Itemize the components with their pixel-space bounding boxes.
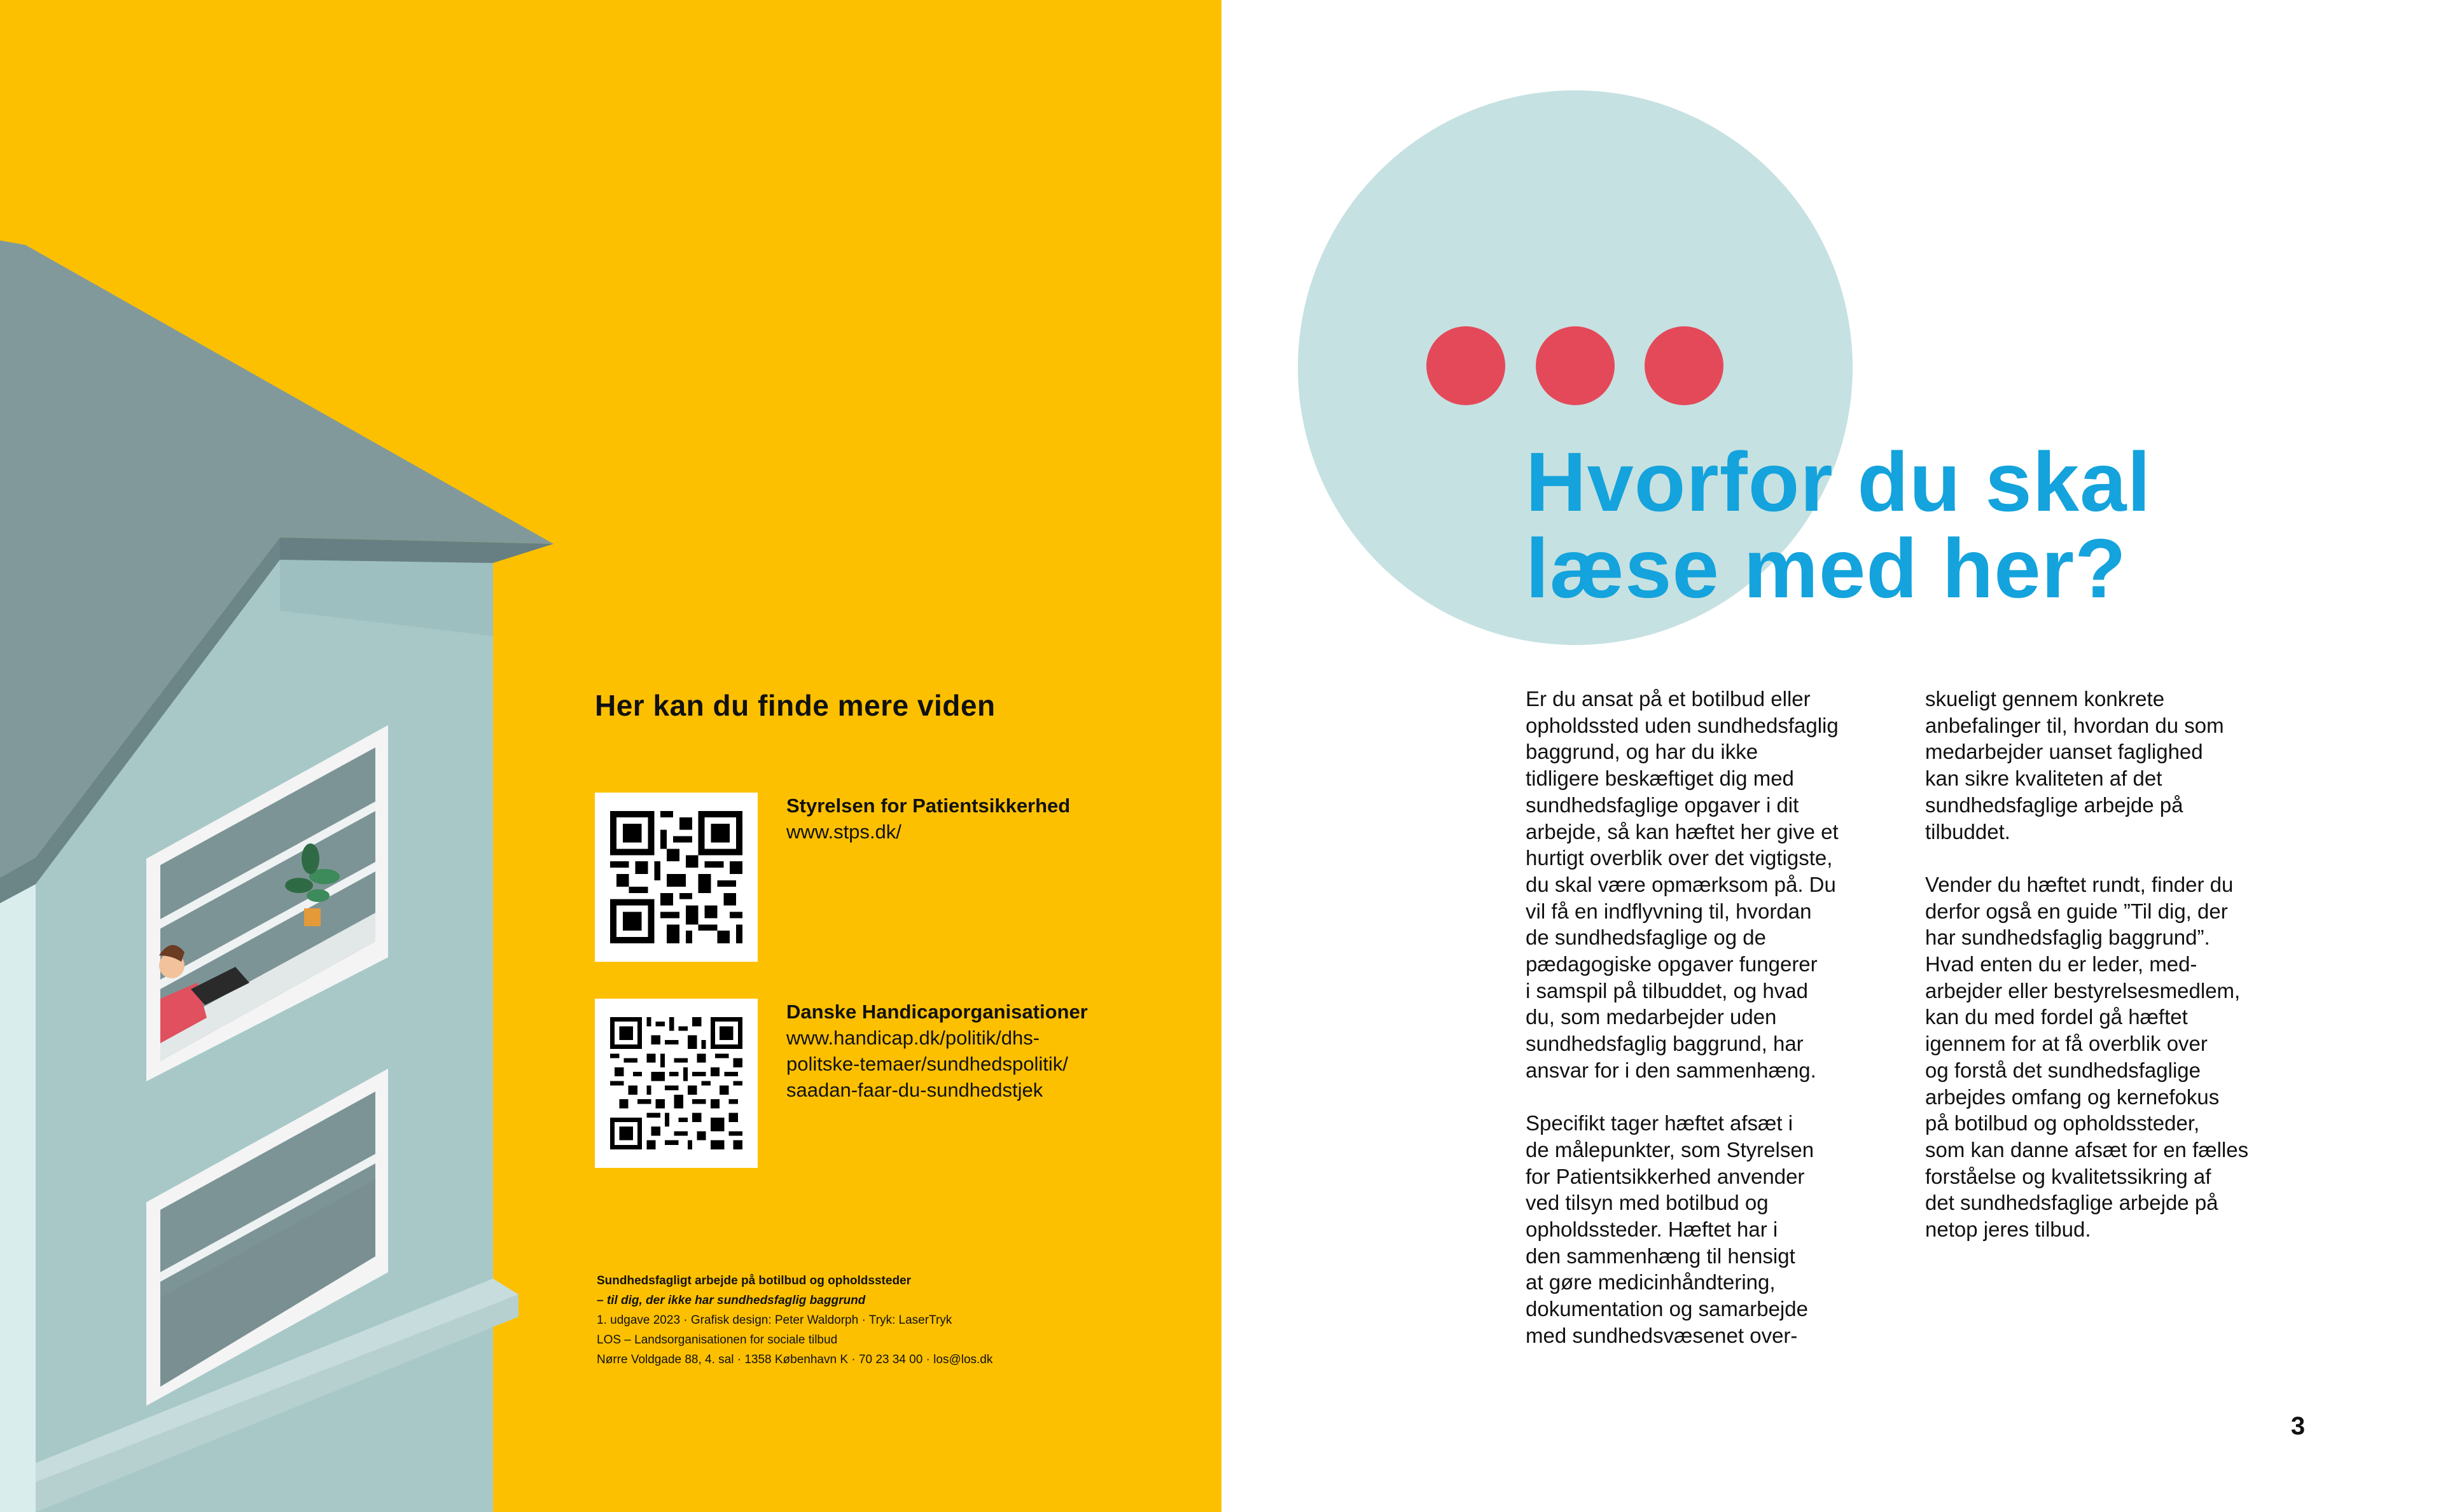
paragraph — [1925, 871, 2294, 1243]
resource-stps — [786, 793, 1194, 845]
text-line: hurtigt overblik over det vigtigste, — [1526, 846, 1833, 870]
resource-name: Styrelsen for Patientsikkerhed — [786, 794, 1071, 817]
text-line: at gøre medicinhåndtering, — [1526, 1270, 1776, 1294]
qr-code-icon — [610, 811, 742, 943]
text-line: det sundhedsfaglige arbejde på — [1925, 1191, 2218, 1215]
text-line: og forstå det sundhedsfaglige — [1925, 1058, 2201, 1082]
text-line: du skal være opmærksom på. Du — [1526, 872, 1836, 896]
text-line: har sundhedsfaglig baggrund”. — [1925, 926, 2210, 950]
text-line: sundhedsfaglige arbejde på — [1925, 793, 2183, 817]
text-line: som kan danne afsæt for en fælles — [1925, 1137, 2249, 1162]
text-line: igennem for at få overblik over — [1925, 1032, 2208, 1056]
text-line: dokumentation og samarbejde — [1526, 1297, 1808, 1321]
text-line: Specifikt tager hæftet afsæt i — [1526, 1111, 1793, 1135]
text-line: arbejde, så kan hæftet her give et — [1526, 819, 1839, 843]
resource-url-line[interactable]: politske-temaer/sundhedspolitik/ — [786, 1053, 1068, 1075]
text-line: ved tilsyn med botilbud og — [1526, 1191, 1769, 1215]
resource-url-line[interactable]: www.handicap.dk/politik/dhs- — [786, 1027, 1040, 1049]
text-line: de sundhedsfaglige og de — [1526, 926, 1766, 950]
text-line: Hvad enten du er leder, med- — [1925, 952, 2197, 976]
text-line: i samspil på tilbuddet, og hvad — [1526, 978, 1808, 1002]
text-line: tilbuddet. — [1925, 819, 2010, 843]
resource-handicap — [786, 999, 1194, 1103]
text-line: vil få en indflyvning til, hvordan — [1526, 899, 1812, 923]
resource-url[interactable] — [786, 819, 1194, 845]
text-line: sundhedsfaglige opgaver i dit — [1526, 793, 1799, 817]
text-line: arbejder eller bestyrelsesmedlem, — [1925, 978, 2241, 1002]
text-line: opholdssted uden sundhedsfaglig — [1526, 713, 1839, 737]
text-line: Vender du hæftet rundt, finder du — [1925, 872, 2234, 896]
text-line: tidligere beskæftiget dig med — [1526, 766, 1794, 791]
colophon-subtitle: – til dig, der ikke har sundhedsfaglig baggrund — [597, 1294, 866, 1307]
body-column-2 — [1925, 686, 2294, 1269]
ellipsis-dot-icon — [1426, 326, 1505, 405]
colophon-edition: 1. udgave 2023 · Grafisk design: Peter Waldorph · Tryk: LaserTryk — [597, 1314, 952, 1327]
text-line: du, som medarbejder uden — [1526, 1005, 1777, 1029]
text-line: netop jeres tilbud. — [1925, 1217, 2091, 1242]
paragraph — [1526, 1110, 1895, 1349]
qr-code-icon — [610, 1017, 742, 1149]
text-line: opholdssteder. Hæftet har i — [1526, 1217, 1778, 1242]
text-line: sundhedsfaglig baggrund, har — [1526, 1032, 1804, 1056]
right-page — [1222, 0, 2443, 1512]
ellipsis-dot-icon — [1645, 326, 1723, 405]
resource-name: Danske Handicaporganisationer — [786, 1001, 1088, 1023]
qr-code-stps[interactable] — [595, 793, 758, 962]
resource-url-line[interactable]: saadan-faar-du-sundhedstjek — [786, 1079, 1043, 1101]
page-number: 3 — [2290, 1412, 2306, 1440]
text-line: kan du med fordel gå hæftet — [1925, 1005, 2188, 1029]
page-title — [1526, 435, 2353, 615]
colophon-address: Nørre Voldgade 88, 4. sal · 1358 København K · 70 23 34 00 · los@los.dk — [597, 1353, 993, 1366]
info-heading: Her kan du finde mere viden — [595, 689, 996, 722]
text-line: derfor også en guide ”Til dig, der — [1925, 899, 2228, 923]
paragraph — [1925, 686, 2294, 845]
text-line: med sundhedsvæsenet over- — [1526, 1323, 1798, 1347]
title-line: læse med her? — [1526, 522, 2127, 615]
text-line: baggrund, og har du ikke — [1526, 740, 1758, 764]
paragraph — [1526, 686, 1895, 1084]
text-line: kan sikre kvaliteten af det — [1925, 766, 2162, 791]
text-line: den sammenhæng til hensigt — [1526, 1244, 1795, 1268]
body-column-1 — [1526, 686, 1895, 1375]
text-line: Er du ansat på et botilbud eller — [1526, 687, 1811, 711]
text-line: for Patientsikkerhed anvender — [1526, 1164, 1805, 1188]
text-line: arbejdes omfang og kernefokus — [1925, 1085, 2220, 1109]
text-line: de målepunkter, som Styrelsen — [1526, 1137, 1814, 1162]
resource-url-line[interactable]: www.stps.dk/ — [786, 821, 901, 843]
ellipsis-dot-icon — [1536, 326, 1615, 405]
text-line: pædagogiske opgaver fungerer — [1526, 952, 1818, 976]
qr-code-handicap[interactable] — [595, 999, 758, 1168]
text-line: anbefalinger til, hvordan du som — [1925, 713, 2224, 737]
text-line: skueligt gennem konkrete — [1925, 687, 2165, 711]
text-line: ansvar for i den sammenhæng. — [1526, 1058, 1816, 1082]
title-line: Hvorfor du skal — [1526, 435, 2152, 529]
colophon-title: Sundhedsfagligt arbejde på botilbud og opholdssteder — [597, 1274, 912, 1287]
text-line: forståelse og kvalitetssikring af — [1925, 1164, 2211, 1188]
colophon-organisation: LOS – Landsorganisationen for sociale tilbud — [597, 1333, 838, 1347]
text-line: medarbejder uanset faglighed — [1925, 740, 2203, 764]
colophon — [597, 1271, 1118, 1370]
text-line: på botilbud og opholdssteder, — [1925, 1111, 2200, 1135]
resource-url[interactable] — [786, 1025, 1194, 1103]
